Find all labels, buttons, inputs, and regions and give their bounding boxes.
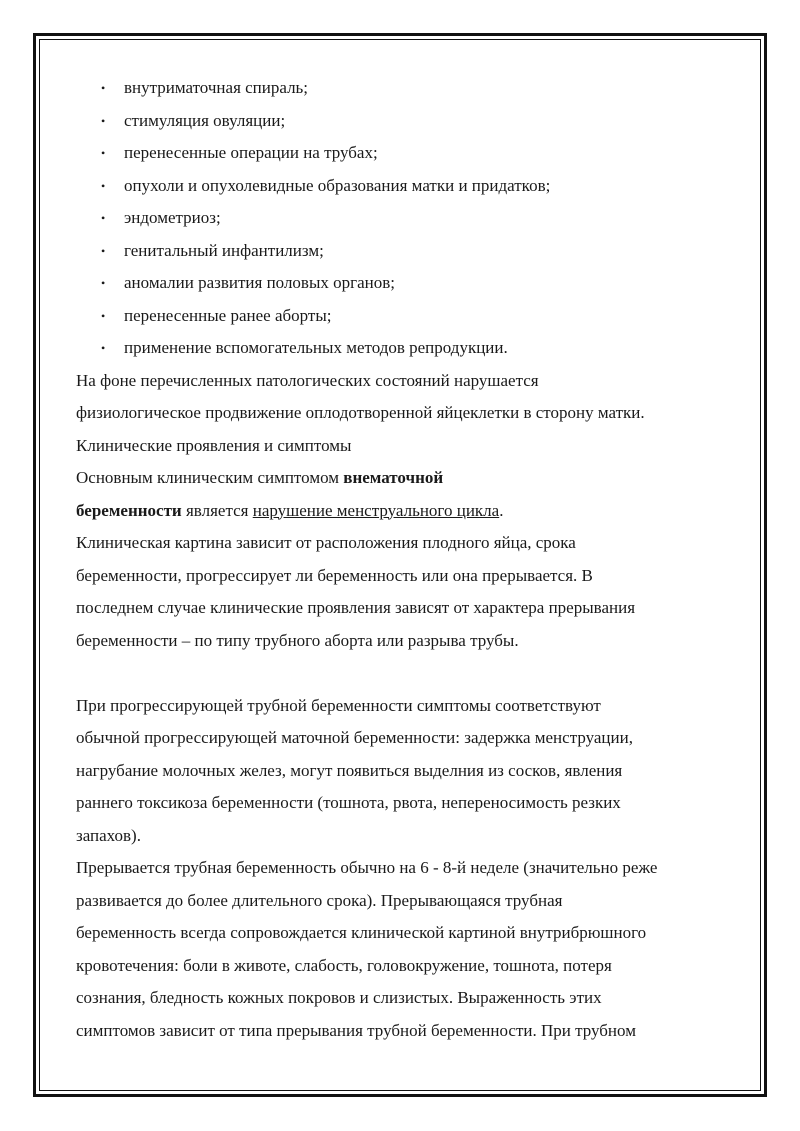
bullet-icon: • <box>101 211 106 225</box>
paragraph-gap <box>76 657 736 690</box>
paragraph-termination: Прерывается трубная беременность обычно на 6 - 8-й неделе (значительно реже развивается до более длительного срока). Прерывающаяся трубная беременность всегда сопровождается клинической картиной внутрибрюшного кровотечения: боли в животе, слабость, головокружение, тошнота, потеря сознания, бледность кожных покровов и слизистых. Выраженность этих симптомов зависит от типа прерывания трубной беременности. При трубном <box>76 858 658 1040</box>
bullet-icon: • <box>101 308 106 323</box>
menstrual-cycle-link[interactable]: нарушение менструального цикла <box>252 500 500 520</box>
paragraph-background: На фоне перечисленных патологических состояний нарушается физиологическое продвижение оплодотворенной яйцеклетки в сторону матки. <box>76 370 645 422</box>
bullet-icon: • <box>101 341 106 355</box>
paragraph-progressing-pregnancy: При прогрессирующей трубной беременности симптомы соответствуют обычной прогрессирующей маточной беременности: задержка менструации, нагрубание молочных желез, могут появиться выделния из сосков, явления раннего токсикоза беременности (тошнота, рвота, непереносимость резких запахов). <box>76 695 633 845</box>
list-item: • перенесенные ранее аборты; <box>76 300 736 333</box>
list-item: • генитальный инфантилизм; <box>76 235 736 268</box>
document-body <box>76 72 736 1047</box>
bullet-icon: • <box>101 276 106 290</box>
list-item: • внутриматочная спираль; <box>76 72 736 105</box>
paragraph-clinical-picture: Клиническая картина зависит от расположения плодного яйца, срока беременности, прогрессирует ли беременность или она прерывается. В последнем случае клинические проявления зависят от характера прерывания беременности – по типу трубного аборта или разрыва трубы. <box>76 533 636 650</box>
list-item: • стимуляция овуляции; <box>76 105 736 138</box>
list-item: • перенесенные операции на трубах; <box>76 137 736 170</box>
paragraph-main-symptom: Основным клиническим симптомом внематочной беременности является нарушение менструального цикла. <box>76 468 504 520</box>
list-item: • эндометриоз; <box>76 202 736 235</box>
bullet-icon: • <box>101 178 106 193</box>
list-item: • аномалии развития половых органов; <box>76 267 736 300</box>
risk-factor-list <box>76 72 736 365</box>
list-item: • применение вспомогательных методов репродукции. <box>76 332 736 365</box>
bullet-icon: • <box>101 146 106 160</box>
bullet-icon: • <box>101 243 106 258</box>
bullet-icon: • <box>101 113 106 128</box>
list-item: • опухоли и опухолевидные образования матки и придатков; <box>76 170 736 203</box>
bullet-icon: • <box>101 81 106 95</box>
section-heading: Клинические проявления и симптомы <box>76 435 352 455</box>
